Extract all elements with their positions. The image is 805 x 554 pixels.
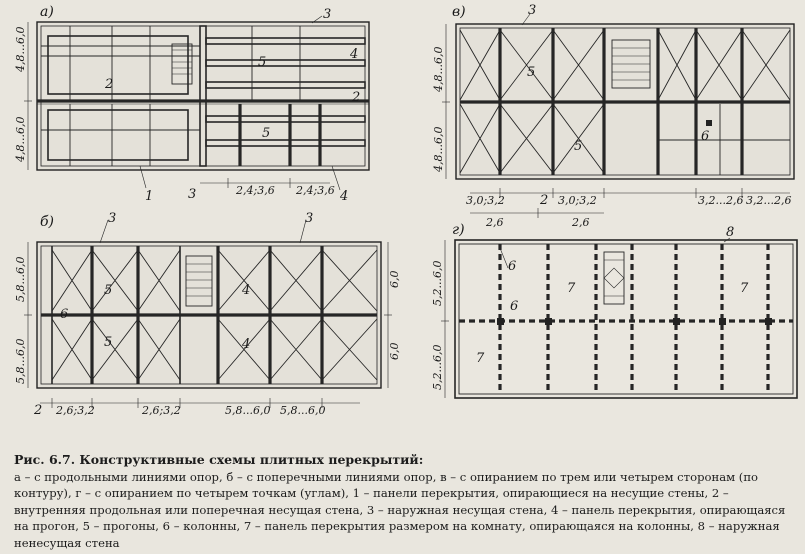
scheme-b-dim-bottom-3: 5,8...6,0 — [225, 404, 271, 417]
scheme-b-letter: б) — [40, 214, 55, 230]
scheme-v-callout-5a: 5 — [527, 65, 536, 80]
scheme-v-dim-bottom-1: 3,0;3,2 — [466, 194, 505, 207]
scheme-a-dim-left-bottom: 4,8...6,0 — [14, 116, 27, 162]
scheme-a-callout-1: 1 — [145, 189, 154, 204]
scheme-a-callout-2b: 2 — [352, 90, 361, 105]
scheme-b-dim-bottom-1: 2,6;3,2 — [56, 404, 95, 417]
scheme-g-callout-7c: 7 — [476, 351, 485, 366]
scheme-b-dim-right-top: 6,0 — [388, 270, 401, 288]
scheme-a-dim-bottom-1: 2,4;3,6 — [236, 184, 275, 197]
scheme-b-dim-left-top: 5,8...6,0 — [14, 256, 27, 302]
scheme-a-callout-4a: 4 — [350, 47, 359, 62]
scheme-b-callout-5b: 5 — [104, 335, 113, 350]
scheme-a-dim-left-top: 4,8...6,0 — [14, 26, 27, 72]
scheme-v-callout-2: 2 — [540, 193, 549, 208]
scheme-g-dim-left-bottom: 5,2...6,0 — [431, 344, 444, 390]
scheme-b-dim-bottom-2: 2,6;3,2 — [142, 404, 181, 417]
scheme-b-callout-4b: 4 — [242, 337, 251, 352]
scheme-a-callout-3b: 3 — [188, 187, 197, 202]
scheme-a-dim-bottom-2: 2,4;3,6 — [296, 184, 335, 197]
scheme-v-callout-6: 6 — [701, 129, 710, 144]
scheme-b-callout-2: 2 — [34, 403, 43, 418]
scheme-a-callout-2a: 2 — [105, 77, 114, 92]
scheme-g-callout-6a: 6 — [508, 259, 517, 274]
scheme-v-letter: в) — [452, 4, 466, 20]
caption-text: а – с продольными линиями опор, б – с поперечными линиями опор, в – с опиранием по трем или четырем сторонам (по контуру), г – с опиранием по четырем точкам (углам), 1 – панели перекрытия, опирающиеся на несущие стены, 2 – внутренняя продольная или поперечная несущая стена, 3 – наружная несущая стена, 4 – панель перекрытия, опирающаяся на прогон, 5 – прогоны, 6 – колонны, 7 – панель перекрытия размером на комнату, опирающаяся на колонны, 8 – наружная ненесущая стена — [14, 469, 786, 550]
scheme-b-dim-left-bottom: 5,8...6,0 — [14, 338, 27, 384]
caption-title: Рис. 6.7. Конструктивные схемы плитных перекрытий: — [14, 452, 424, 467]
scheme-a-callout-5b: 5 — [262, 126, 271, 141]
scheme-v-dim-bottom-3: 3,2...2,6 — [698, 194, 744, 207]
scheme-v-callout-3: 3 — [528, 3, 537, 18]
scheme-v-dim-left-bottom: 4,8...6,0 — [432, 126, 445, 172]
scheme-v-dim-under-2: 2,6 — [572, 216, 590, 229]
scheme-b-dim-right-bottom: 6,0 — [388, 342, 401, 360]
scheme-b — [14, 211, 401, 418]
scheme-b-callout-5a: 5 — [104, 283, 113, 298]
scheme-a-letter: а) — [40, 4, 54, 20]
scheme-v-dim-bottom-4: 3,2...2,6 — [746, 194, 792, 207]
figure-caption — [14, 452, 800, 551]
scheme-g-dim-left-top: 5,2...6,0 — [431, 260, 444, 306]
scheme-v-dim-bottom-2: 3,0;3,2 — [558, 194, 597, 207]
scheme-b-callout-4a: 4 — [242, 283, 251, 298]
scheme-b-callout-3b: 3 — [305, 211, 314, 226]
scheme-b-callout-3a: 3 — [108, 211, 117, 226]
scheme-b-dim-bottom-4: 5,8...6,0 — [280, 404, 326, 417]
scheme-v-dim-under-1: 2,6 — [486, 216, 504, 229]
scheme-a-callout-3a: 3 — [323, 7, 332, 22]
scheme-g-letter: г) — [452, 222, 465, 238]
scheme-a-callout-4b: 4 — [340, 189, 349, 204]
scheme-a — [14, 4, 369, 204]
scheme-g-callout-6b: 6 — [510, 299, 519, 314]
scheme-g-callout-7b: 7 — [740, 281, 749, 296]
scheme-g-callout-7a: 7 — [567, 281, 576, 296]
scheme-a-callout-5a: 5 — [258, 55, 267, 70]
scheme-b-callout-6: 6 — [60, 307, 69, 322]
scheme-v-dim-left-top: 4,8...6,0 — [432, 46, 445, 92]
scheme-g-callout-8: 8 — [726, 225, 735, 240]
scheme-v-callout-5b: 5 — [574, 139, 583, 154]
scheme-v-column — [706, 120, 712, 126]
